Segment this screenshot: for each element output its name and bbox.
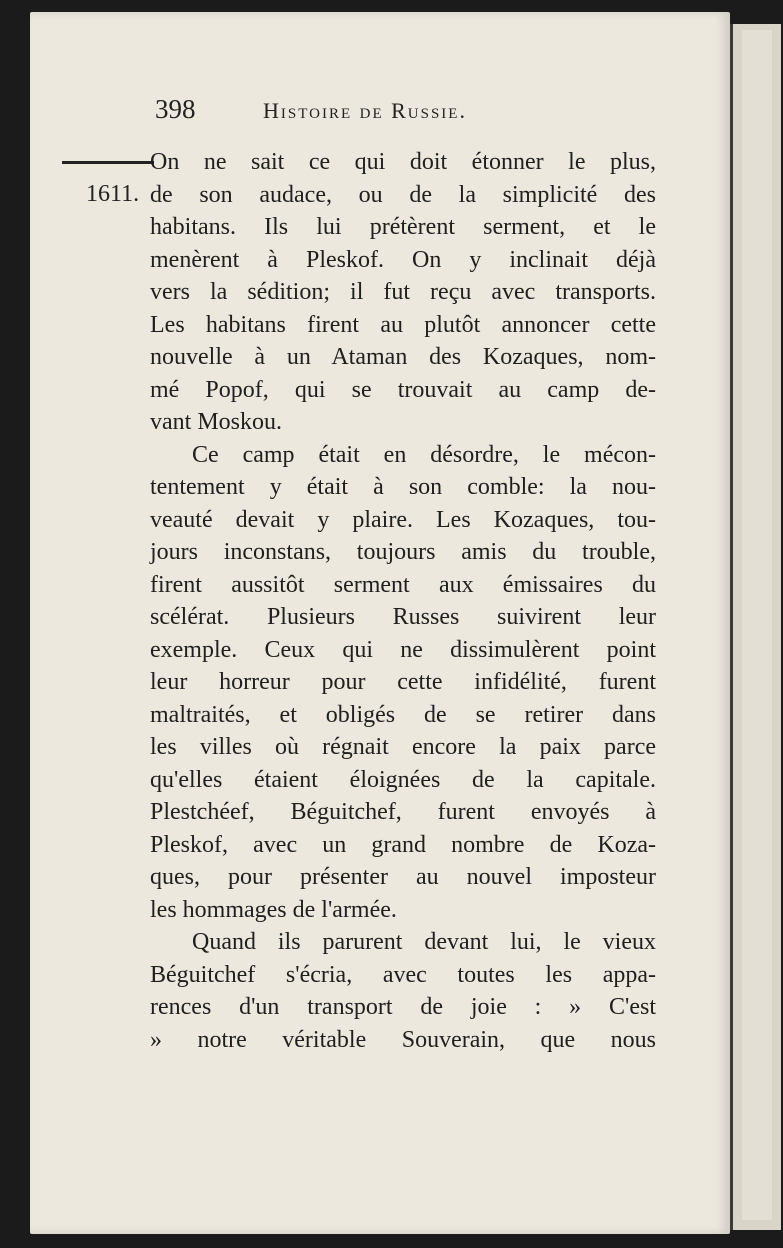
- page-number: 398: [155, 94, 196, 124]
- text-line: firent aussitôt serment aux émissaires du: [150, 571, 656, 598]
- margin-rule: [62, 161, 154, 164]
- text-line: vers la sédition; il fut reçu avec transports.: [150, 279, 656, 305]
- text-line: menèrent à Pleskof. On y inclinait déjà: [150, 246, 656, 273]
- text-line: de son audace, ou de la simplicité des: [150, 181, 656, 208]
- paragraph: [150, 439, 656, 927]
- text-line: scélérat. Plusieurs Russes suivirent leur: [150, 604, 656, 630]
- text-line: vant Moskou.: [150, 409, 282, 435]
- text-line: Pleskof, avec un grand nombre de Koza-: [150, 831, 656, 858]
- text-line: Les habitans firent au plutôt annoncer cette: [150, 311, 656, 338]
- text-line: habitans. Ils lui prétèrent serment, et le: [150, 214, 656, 240]
- paragraph: [150, 146, 656, 439]
- text-line: qu'elles étaient éloignées de la capitale.: [150, 766, 656, 793]
- text-line: nouvelle à un Ataman des Kozaques, nom-: [150, 344, 656, 370]
- margin-year: 1611.: [86, 181, 140, 207]
- page-header: [155, 94, 655, 134]
- running-title: Histoire de Russie.: [263, 98, 467, 123]
- text-line: Ce camp était en désordre, le mécon-: [192, 441, 656, 468]
- paragraph: [150, 926, 656, 1056]
- text-line: » notre véritable Souverain, que nous: [150, 1026, 656, 1053]
- body-text: [150, 146, 656, 1056]
- text-line: les villes où régnait encore la paix parce: [150, 734, 656, 760]
- text-line: jours inconstans, toujours amis du trouble,: [150, 539, 656, 565]
- text-line: leur horreur pour cette infidélité, furent: [150, 669, 656, 695]
- text-line: mé Popof, qui se trouvait au camp de-: [150, 376, 656, 403]
- text-line: tentement y était à son comble: la nou-: [150, 474, 656, 500]
- text-line: Quand ils parurent devant lui, le vieux: [192, 929, 656, 955]
- text-line: les hommages de l'armée.: [150, 896, 397, 923]
- text-line: On ne sait ce qui doit étonner le plus,: [150, 149, 656, 175]
- text-line: ques, pour présenter au nouvel imposteur: [150, 864, 656, 890]
- text-line: exemple. Ceux qui ne dissimulèrent point: [150, 636, 656, 663]
- text-line: veauté devait y plaire. Les Kozaques, tou-: [150, 506, 656, 533]
- text-line: Plestchéef, Béguitchef, furent envoyés à: [150, 799, 656, 825]
- text-line: maltraités, et obligés de se retirer dans: [150, 701, 656, 728]
- facing-page-edge-inner: [742, 30, 772, 1220]
- text-line: Béguitchef s'écria, avec toutes les appa-: [150, 961, 656, 988]
- text-line: rences d'un transport de joie : » C'est: [150, 994, 656, 1020]
